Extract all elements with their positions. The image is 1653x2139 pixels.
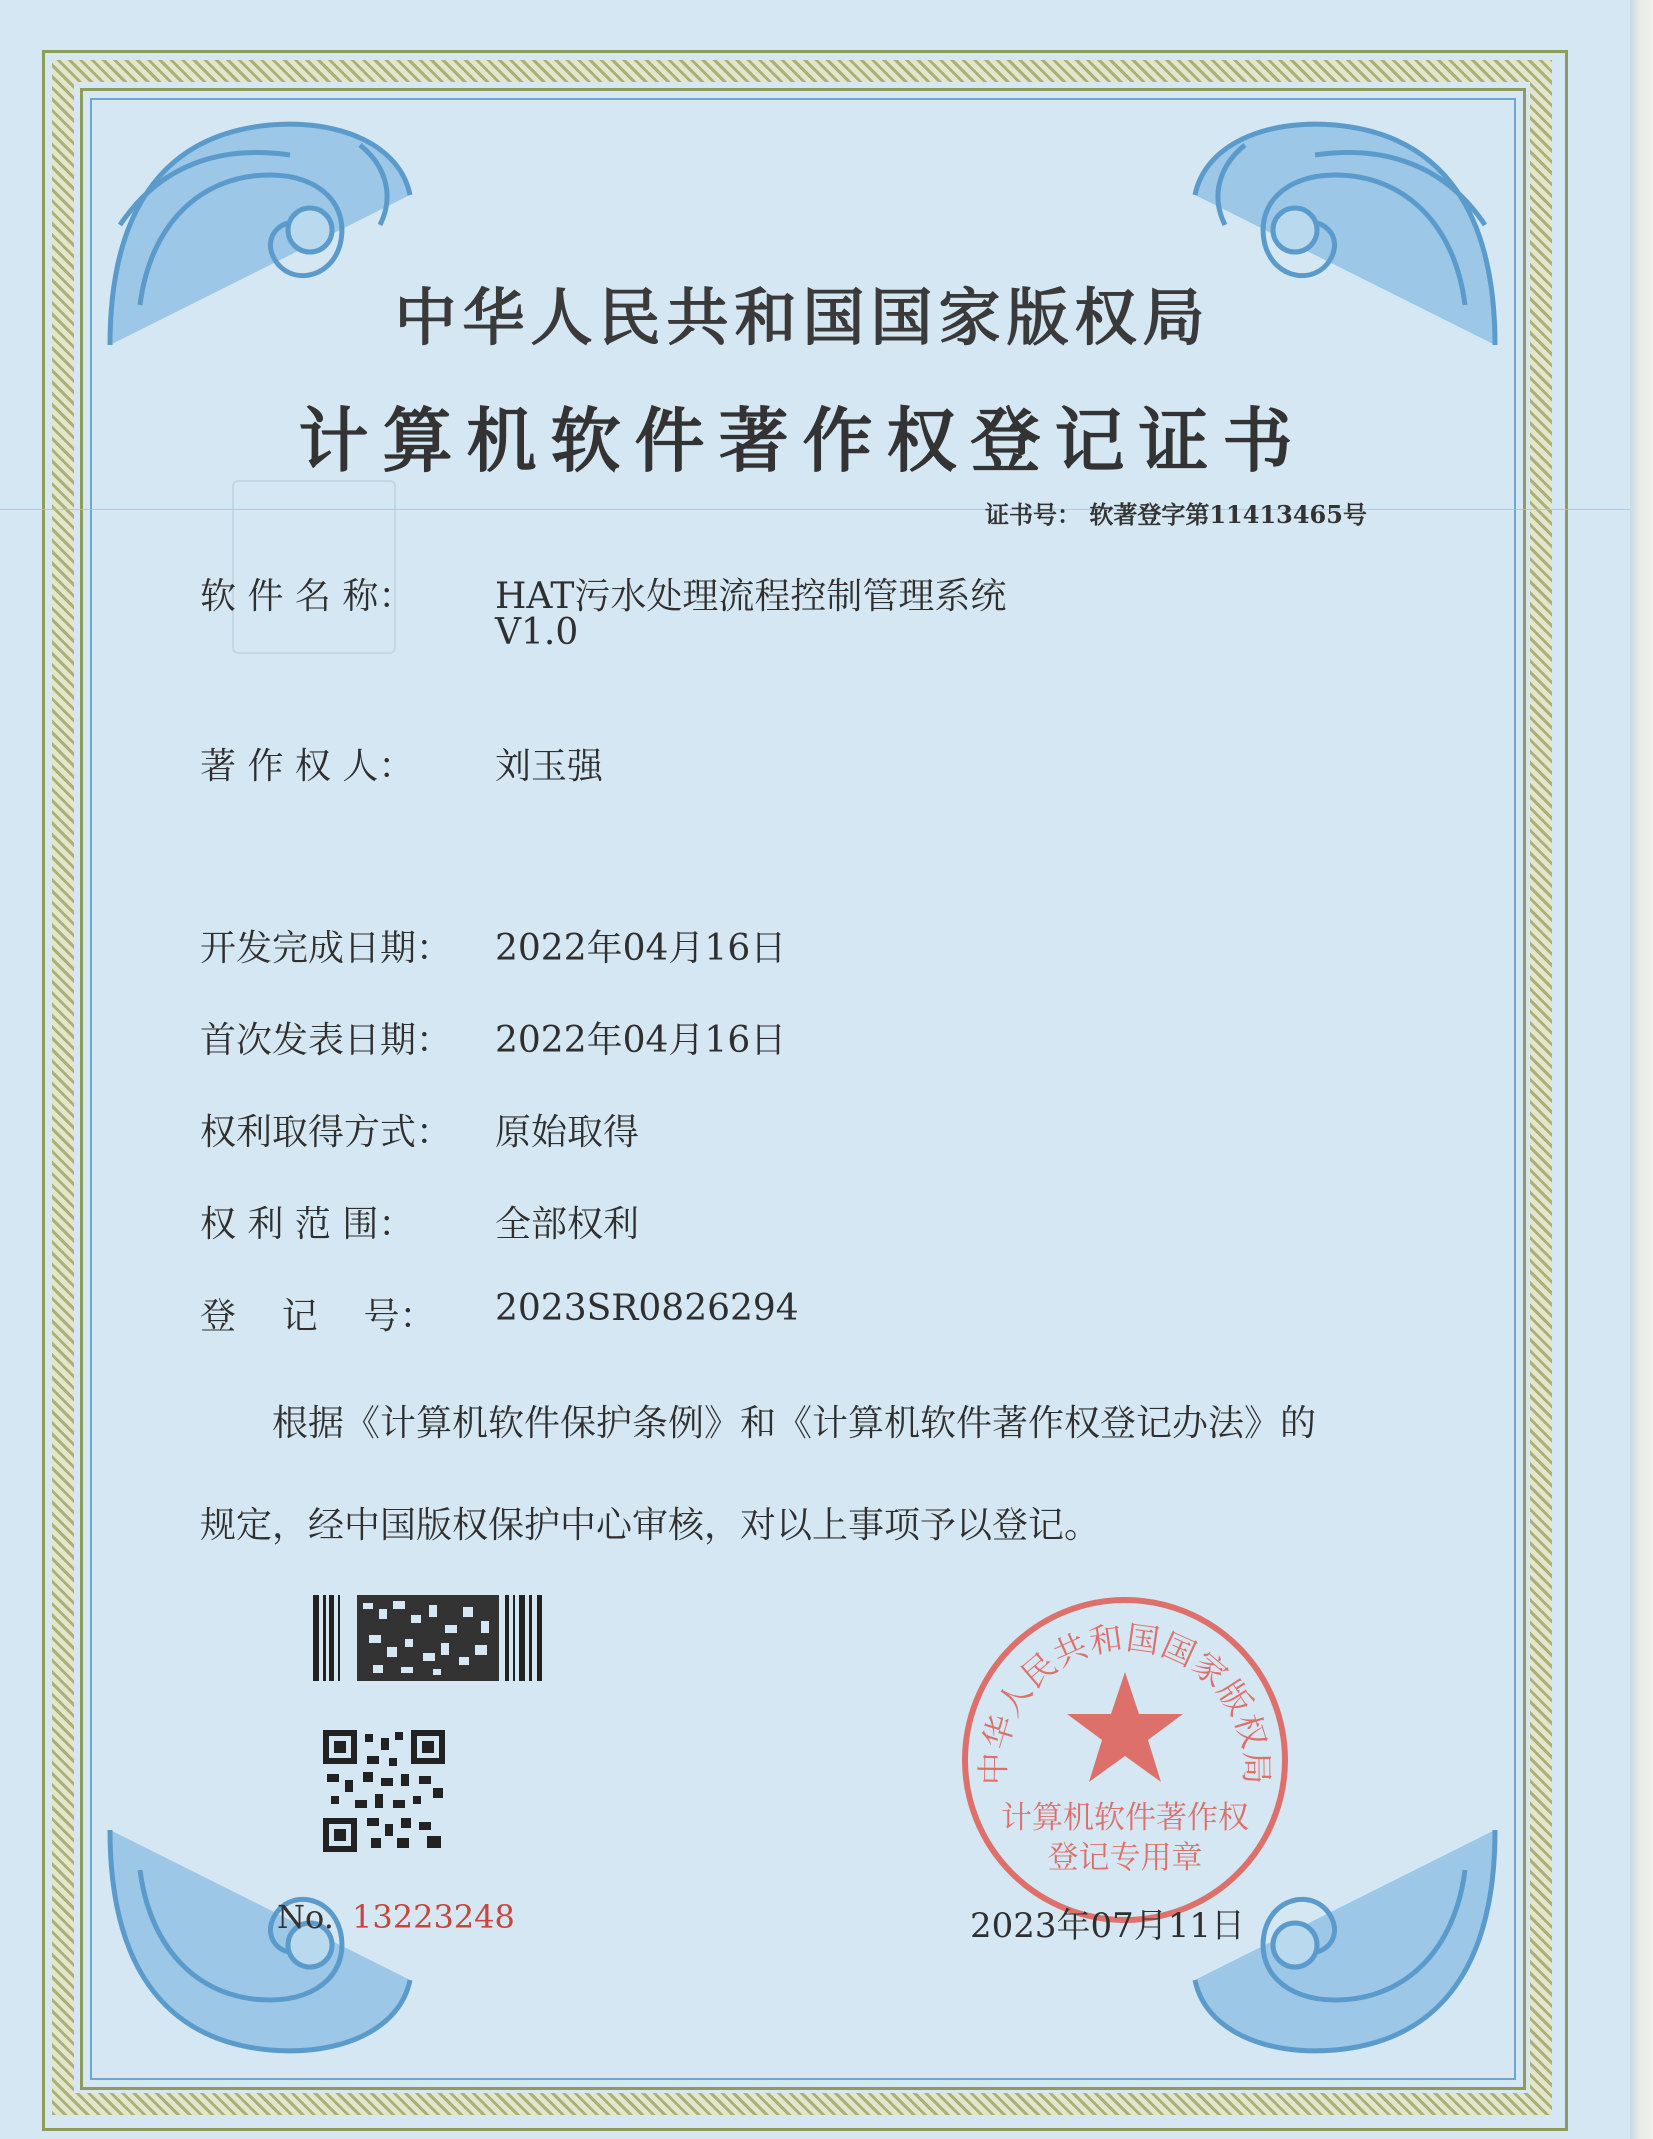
field-value-software-version: V1.0 <box>495 612 579 653</box>
seal-inner-line-1: 计算机软件著作权 <box>1001 1800 1249 1836</box>
field-label-rights-scope: 权 利 范 围： <box>200 1204 415 1245</box>
paper-edge <box>1630 0 1653 2139</box>
field-value-copyright-owner: 刘玉强 <box>495 746 604 787</box>
certificate-title: 计算机软件著作权登记证书 <box>298 399 1307 482</box>
field-label-copyright-owner: 著 作 权 人： <box>200 746 415 787</box>
seal-outer-text: 中华人民共和国国家版权局 <box>973 1617 1277 1786</box>
serial-number-value: 13223248 <box>352 1898 515 1936</box>
seal-star-icon <box>1067 1672 1183 1782</box>
declaration-line-2: 规定，经中国版权保护中心审核，对以上事项予以登记。 <box>200 1505 1101 1546</box>
barcode-icon <box>313 1595 543 1681</box>
issue-date: 2023年07月11日 <box>970 1906 1246 1946</box>
field-value-acquisition: 原始取得 <box>495 1112 640 1153</box>
seal-inner-line-2: 登记专用章 <box>1047 1840 1203 1876</box>
field-value-software-name: HAT污水处理流程控制管理系统 <box>495 576 1007 617</box>
field-value-registration-no: 2023SR0826294 <box>495 1288 799 1329</box>
qr-code-icon <box>323 1730 445 1852</box>
field-label-publish-date: 首次发表日期： <box>200 1020 453 1061</box>
field-label-acquisition: 权利取得方式： <box>200 1112 453 1153</box>
certificate-number-value: 软著登字第11413465号 <box>1089 500 1367 529</box>
issuing-authority: 中华人民共和国国家版权局 <box>394 281 1211 354</box>
scan-line <box>0 509 1630 510</box>
field-value-publish-date: 2022年04月16日 <box>495 1020 787 1061</box>
field-label-dev-date: 开发完成日期： <box>200 928 453 969</box>
field-value-rights-scope: 全部权利 <box>495 1204 640 1245</box>
field-label-software-name: 软 件 名 称： <box>200 576 415 617</box>
field-value-dev-date: 2022年04月16日 <box>495 928 787 969</box>
declaration-line-1: 根据《计算机软件保护条例》和《计算机软件著作权登记办法》的 <box>272 1403 1317 1444</box>
serial-number-label: No. <box>277 1898 334 1936</box>
watermark-stamp <box>232 480 396 654</box>
field-label-registration-no: 登 记 号： <box>200 1296 436 1337</box>
certificate-number <box>985 495 1367 530</box>
certificate-number-label: 证书号： <box>985 500 1081 529</box>
official-seal <box>955 1590 1295 1930</box>
